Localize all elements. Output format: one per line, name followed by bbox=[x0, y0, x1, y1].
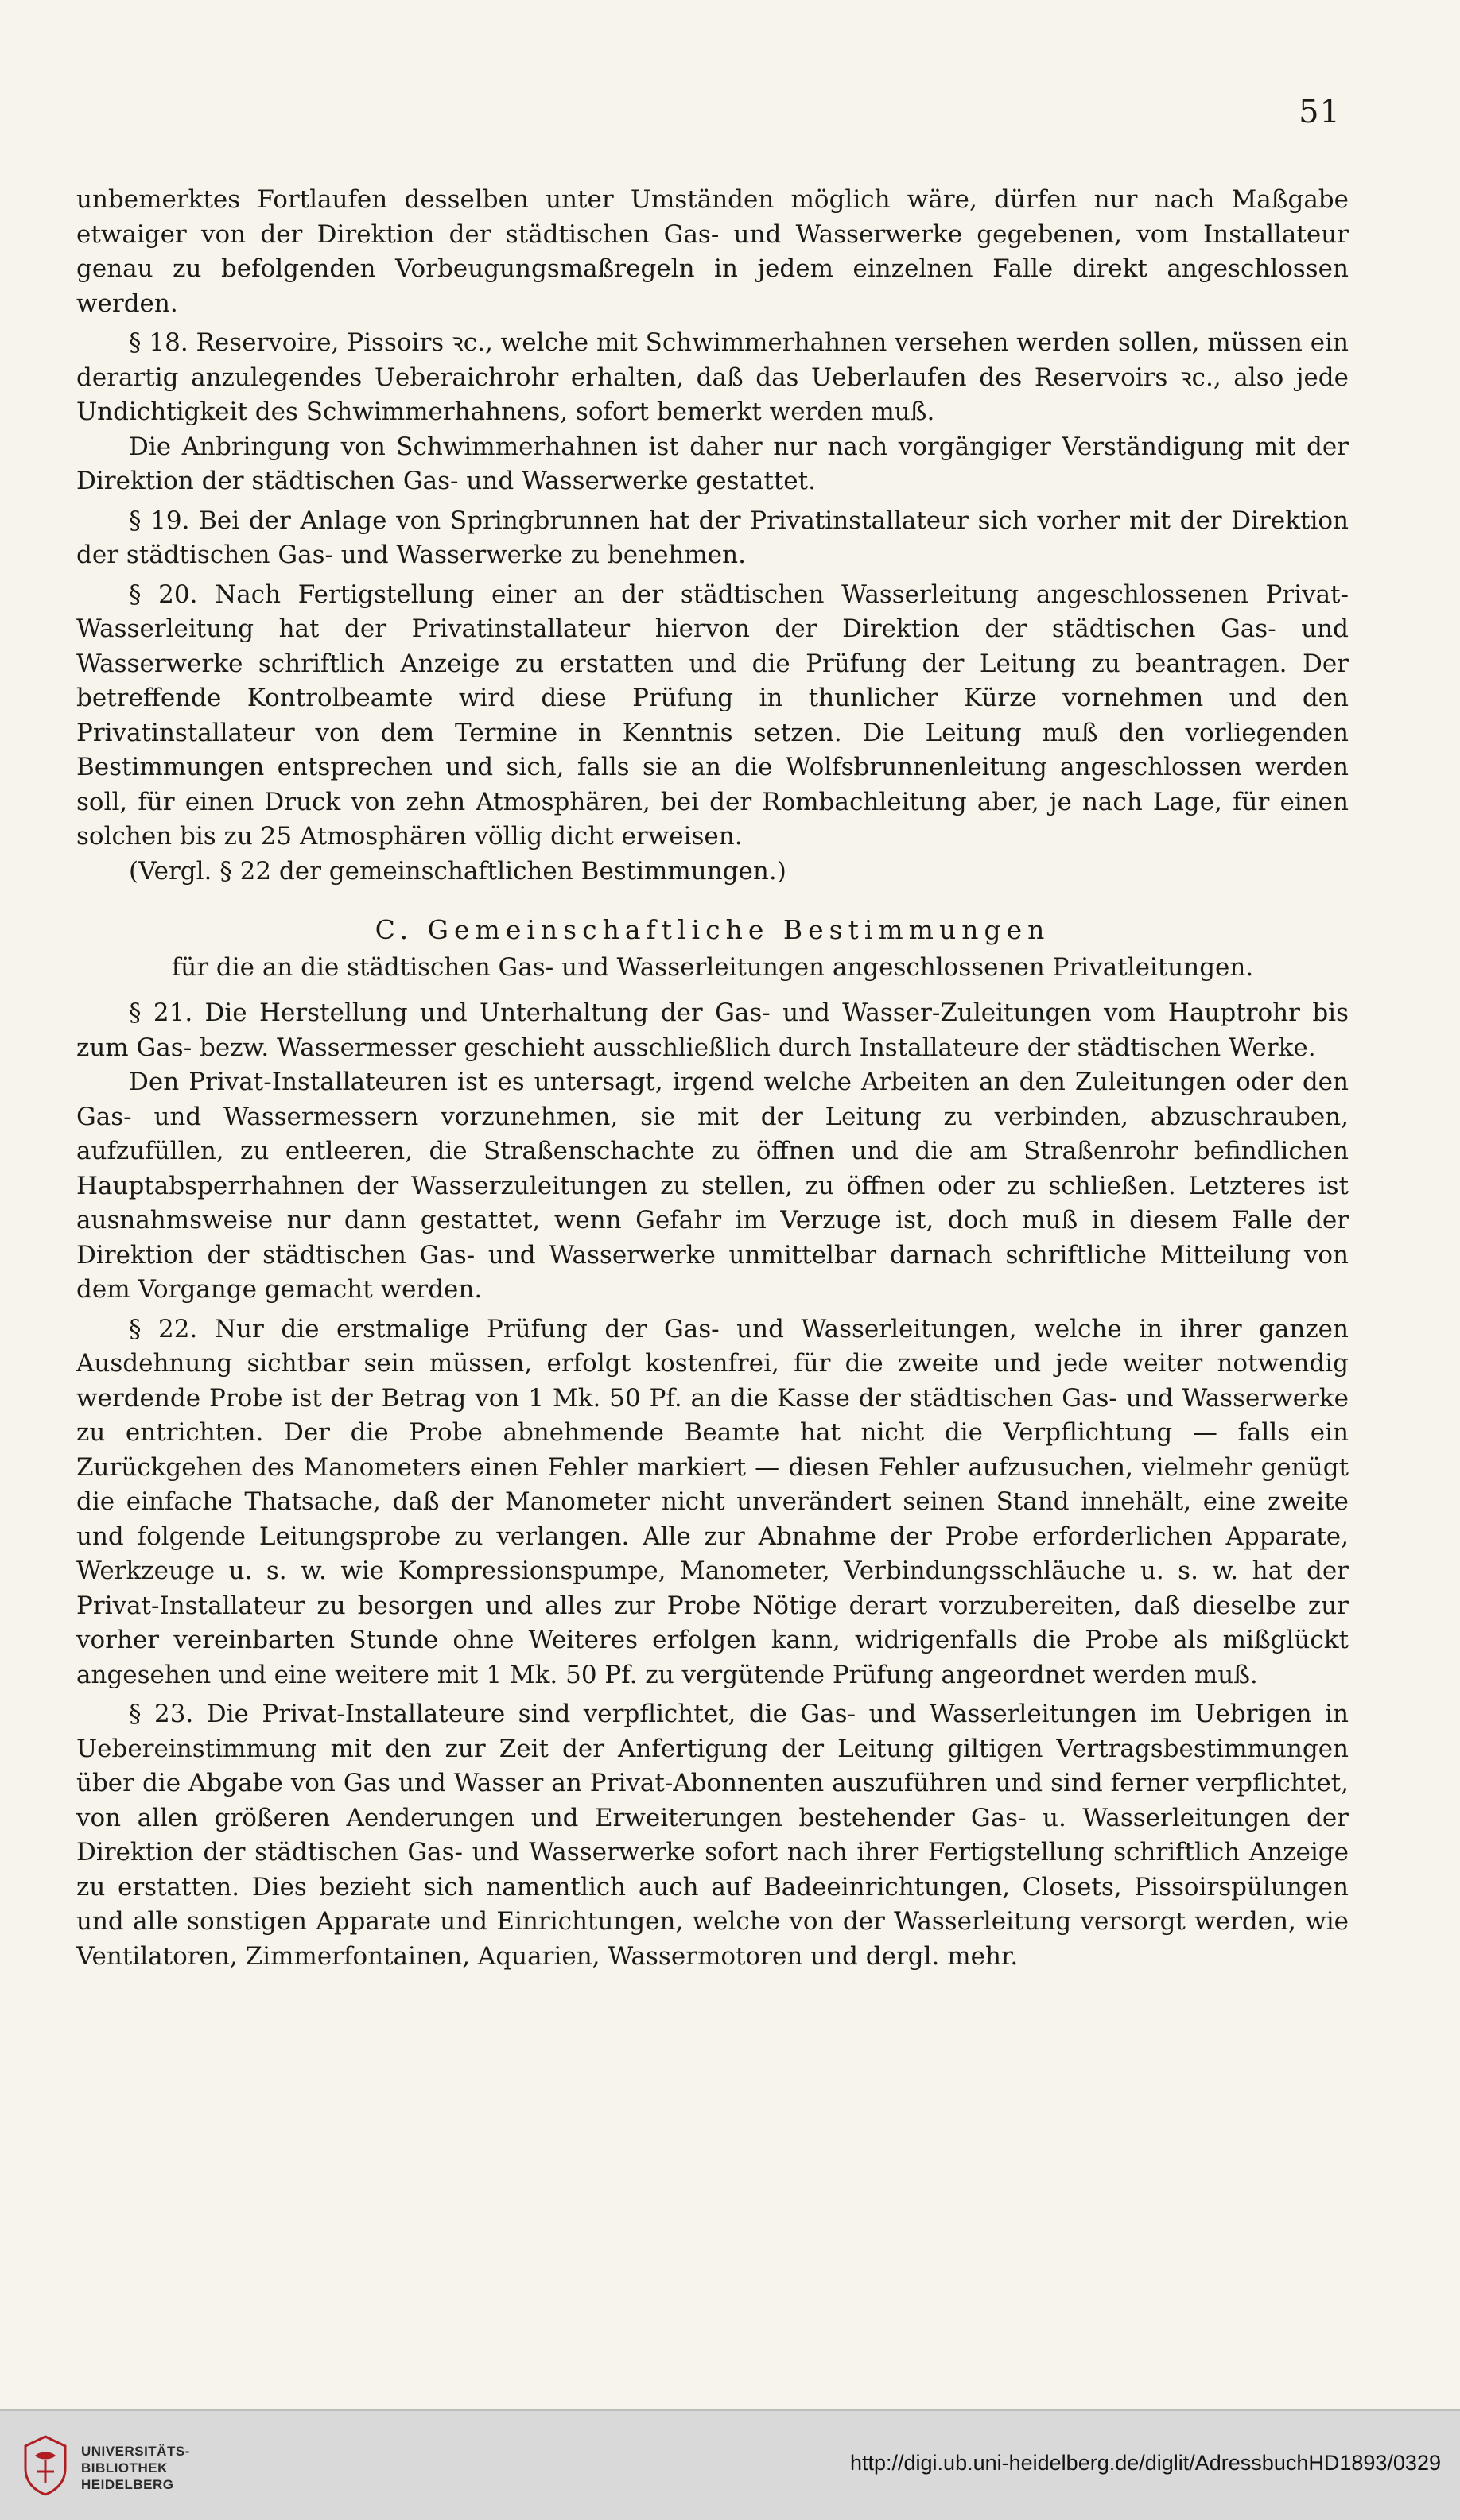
paragraph-section-20: § 20. Nach Fertigstellung einer an der städtischen Wasserleitung angeschlossenen Privat-Wasserleitung hat der Privatinstallateur hiervon der Direktion der städtischen Gas- und Wasserwerke schriftlich Anzeige zu erstatten und die Prüfung der Leitung zu beantragen. Der betreffende Kontrolbeamte wird diese Prüfung in thunlicher Kürze vornehmen und den Privatinstallateur von dem Termine in Kenntnis setzen. Die Leitung muß den vorliegenden Bestimmungen entsprechen und sich, falls sie an die Wolfsbrunnenleitung angeschlossen werden soll, für einen Druck von zehn Atmosphären, bei der Rombachleitung aber, je nach Lage, für einen solchen bis zu 25 Atmosphären völlig dicht erweisen. bbox=[76, 580, 1349, 851]
library-name-line1: UNIVERSITÄTS- bbox=[81, 2444, 190, 2459]
section-heading: C. Gemeinschaftliche Bestimmungen bbox=[375, 914, 1050, 945]
paragraph-section-22: § 22. Nur die erstmalige Prüfung der Gas- und Wasserleitungen, welche in ihrer ganzen Ausdehnung sichtbar sein müssen, erfolgt kostenfrei, für die zweite und jede weiter notwendig werdende Probe ist der Betrag von 1 Mk. 50 Pf. an die Kasse der städtischen Gas- und Wasserwerke zu entrichten. Der die Probe abnehmende Beamte hat nicht die Verpflichtung — falls ein Zurückgehen des Manometers einen Fehler markiert — diesen Fehler aufzusuchen, vielmehr genügt die einfache Thatsache, daß der Manometer nicht unverändert seinen Stand innehält, eine zweite und folgende Leitungsprobe zu verlangen. Alle zur Abnahme der Probe erforderlichen Apparate, Werkzeuge u. s. w. wie Kompressionspumpe, Manometer, Verbindungsschläuche u. s. w. hat der Privat-Installateur zu besorgen und alles zur Probe Nötige derart vorzubereiten, daß dieselbe zur vorher vereinbarten Stunde ohne Weiteres erfolgen kann, widrigenfalls die Probe als mißglückt angesehen und eine weitere mit 1 Mk. 50 Pf. zu vergütende Prüfung angeordnet werden muß. bbox=[76, 1314, 1349, 1689]
paragraph-section-21: § 21. Die Herstellung und Unterhaltung der Gas- und Wasser-Zuleitungen vom Hauptrohr bis zum Gas- bezw. Wassermesser geschieht ausschließlich durch Installateure der städtischen Werke. bbox=[76, 998, 1349, 1062]
digitization-footer bbox=[0, 2409, 1460, 2520]
paragraph-section-18-note: Die Anbringung von Schwimmerhahnen ist daher nur nach vorgängiger Verständigung mit der Direktion der städtischen Gas- und Wasserwerke gestattet. bbox=[76, 432, 1349, 495]
paragraph-section-21-restriction: Den Privat-Installateuren ist es untersagt, irgend welche Arbeiten an den Zuleitungen oder den Gas- und Wassermessern vorzunehmen, sie mit der Leitung zu verbinden, abzuschrauben, aufzufüllen, zu entleeren, die Straßenschachte zu öffnen und die am Straßenrohr befindlichen Hauptabsperrhahnen der Wasserzuleitungen zu stellen, zu öffnen oder zu schließen. Letzteres ist ausnahmsweise nur dann gestattet, wenn Gefahr im Verzuge ist, doch muß in diesem Falle der Direktion der städtischen Gas- und Wasserwerke unmittelbar darnach schriftliche Mitteilung von dem Vorgange gemacht werden. bbox=[76, 1068, 1349, 1304]
body-text bbox=[76, 183, 1349, 1974]
library-name-line2: BIBLIOTHEK bbox=[81, 2460, 168, 2475]
paragraph-continuation: unbemerktes Fortlaufen desselben unter Umständen möglich wäre, dürfen nur nach Maßgabe etwaiger von der Direktion der städtischen Gas- und Wasserwerke gegebenen, vom Installateur genau zu befolgenden Vorbeugungsmaßregeln in jedem einzelnen Falle direkt angeschlossen werden. bbox=[76, 185, 1349, 318]
paragraph-section-18: § 18. Reservoire, Pissoirs ꝛc., welche mit Schwimmerhahnen versehen werden sollen, müssen ein derartig anzulegendes Ueberaichrohr erhalten, daß das Ueberlaufen des Reservoirs ꝛc., also jede Undichtigkeit des Schwimmerhahnens, sofort bemerkt werden muß. bbox=[76, 328, 1349, 426]
source-link[interactable]: http://digi.ub.uni-heidelberg.de/diglit/AdressbuchHD1893/0329 bbox=[849, 2451, 1441, 2475]
paragraph-section-19: § 19. Bei der Anlage von Springbrunnen hat der Privatinstallateur sich vorher mit der Direktion der städtischen Gas- und Wasserwerke zu benehmen. bbox=[76, 506, 1349, 569]
section-subheading: für die an die städtischen Gas- und Wasserleitungen angeschlossenen Privatleitungen. bbox=[171, 952, 1254, 982]
university-seal-icon bbox=[19, 2433, 72, 2497]
paragraph-section-23: § 23. Die Privat-Installateure sind verpflichtet, die Gas- und Wasserleitungen im Uebrigen in Uebereinstimmung mit den zur Zeit der Anfertigung der Leitung giltigen Vertragsbestimmungen über die Abgabe von Gas und Wasser an Privat-Abonnenten auszuführen und sind ferner verpflichtet, von allen größeren Aenderungen und Erweiterungen bestehender Gas- u. Wasserleitungen der Direktion der städtischen Gas- und Wasserwerke sofort nach ihrer Fertigstellung schriftlich Anzeige zu erstatten. Dies bezieht sich namentlich auch auf Badeeinrichtungen, Closets, Pissoirspülungen und alle sonstigen Apparate und Einrichtungen, welche von der Wasserleitung versorgt werden, wie Ventilatoren, Zimmerfontainen, Aquarien, Wassermotoren und dergl. mehr. bbox=[76, 1700, 1349, 1971]
library-name bbox=[81, 2443, 190, 2493]
page-number: 51 bbox=[1299, 94, 1341, 130]
paragraph-reference: (Vergl. § 22 der gemeinschaftlichen Bestimmungen.) bbox=[129, 856, 786, 886]
library-name-line3: HEIDELBERG bbox=[81, 2477, 174, 2492]
